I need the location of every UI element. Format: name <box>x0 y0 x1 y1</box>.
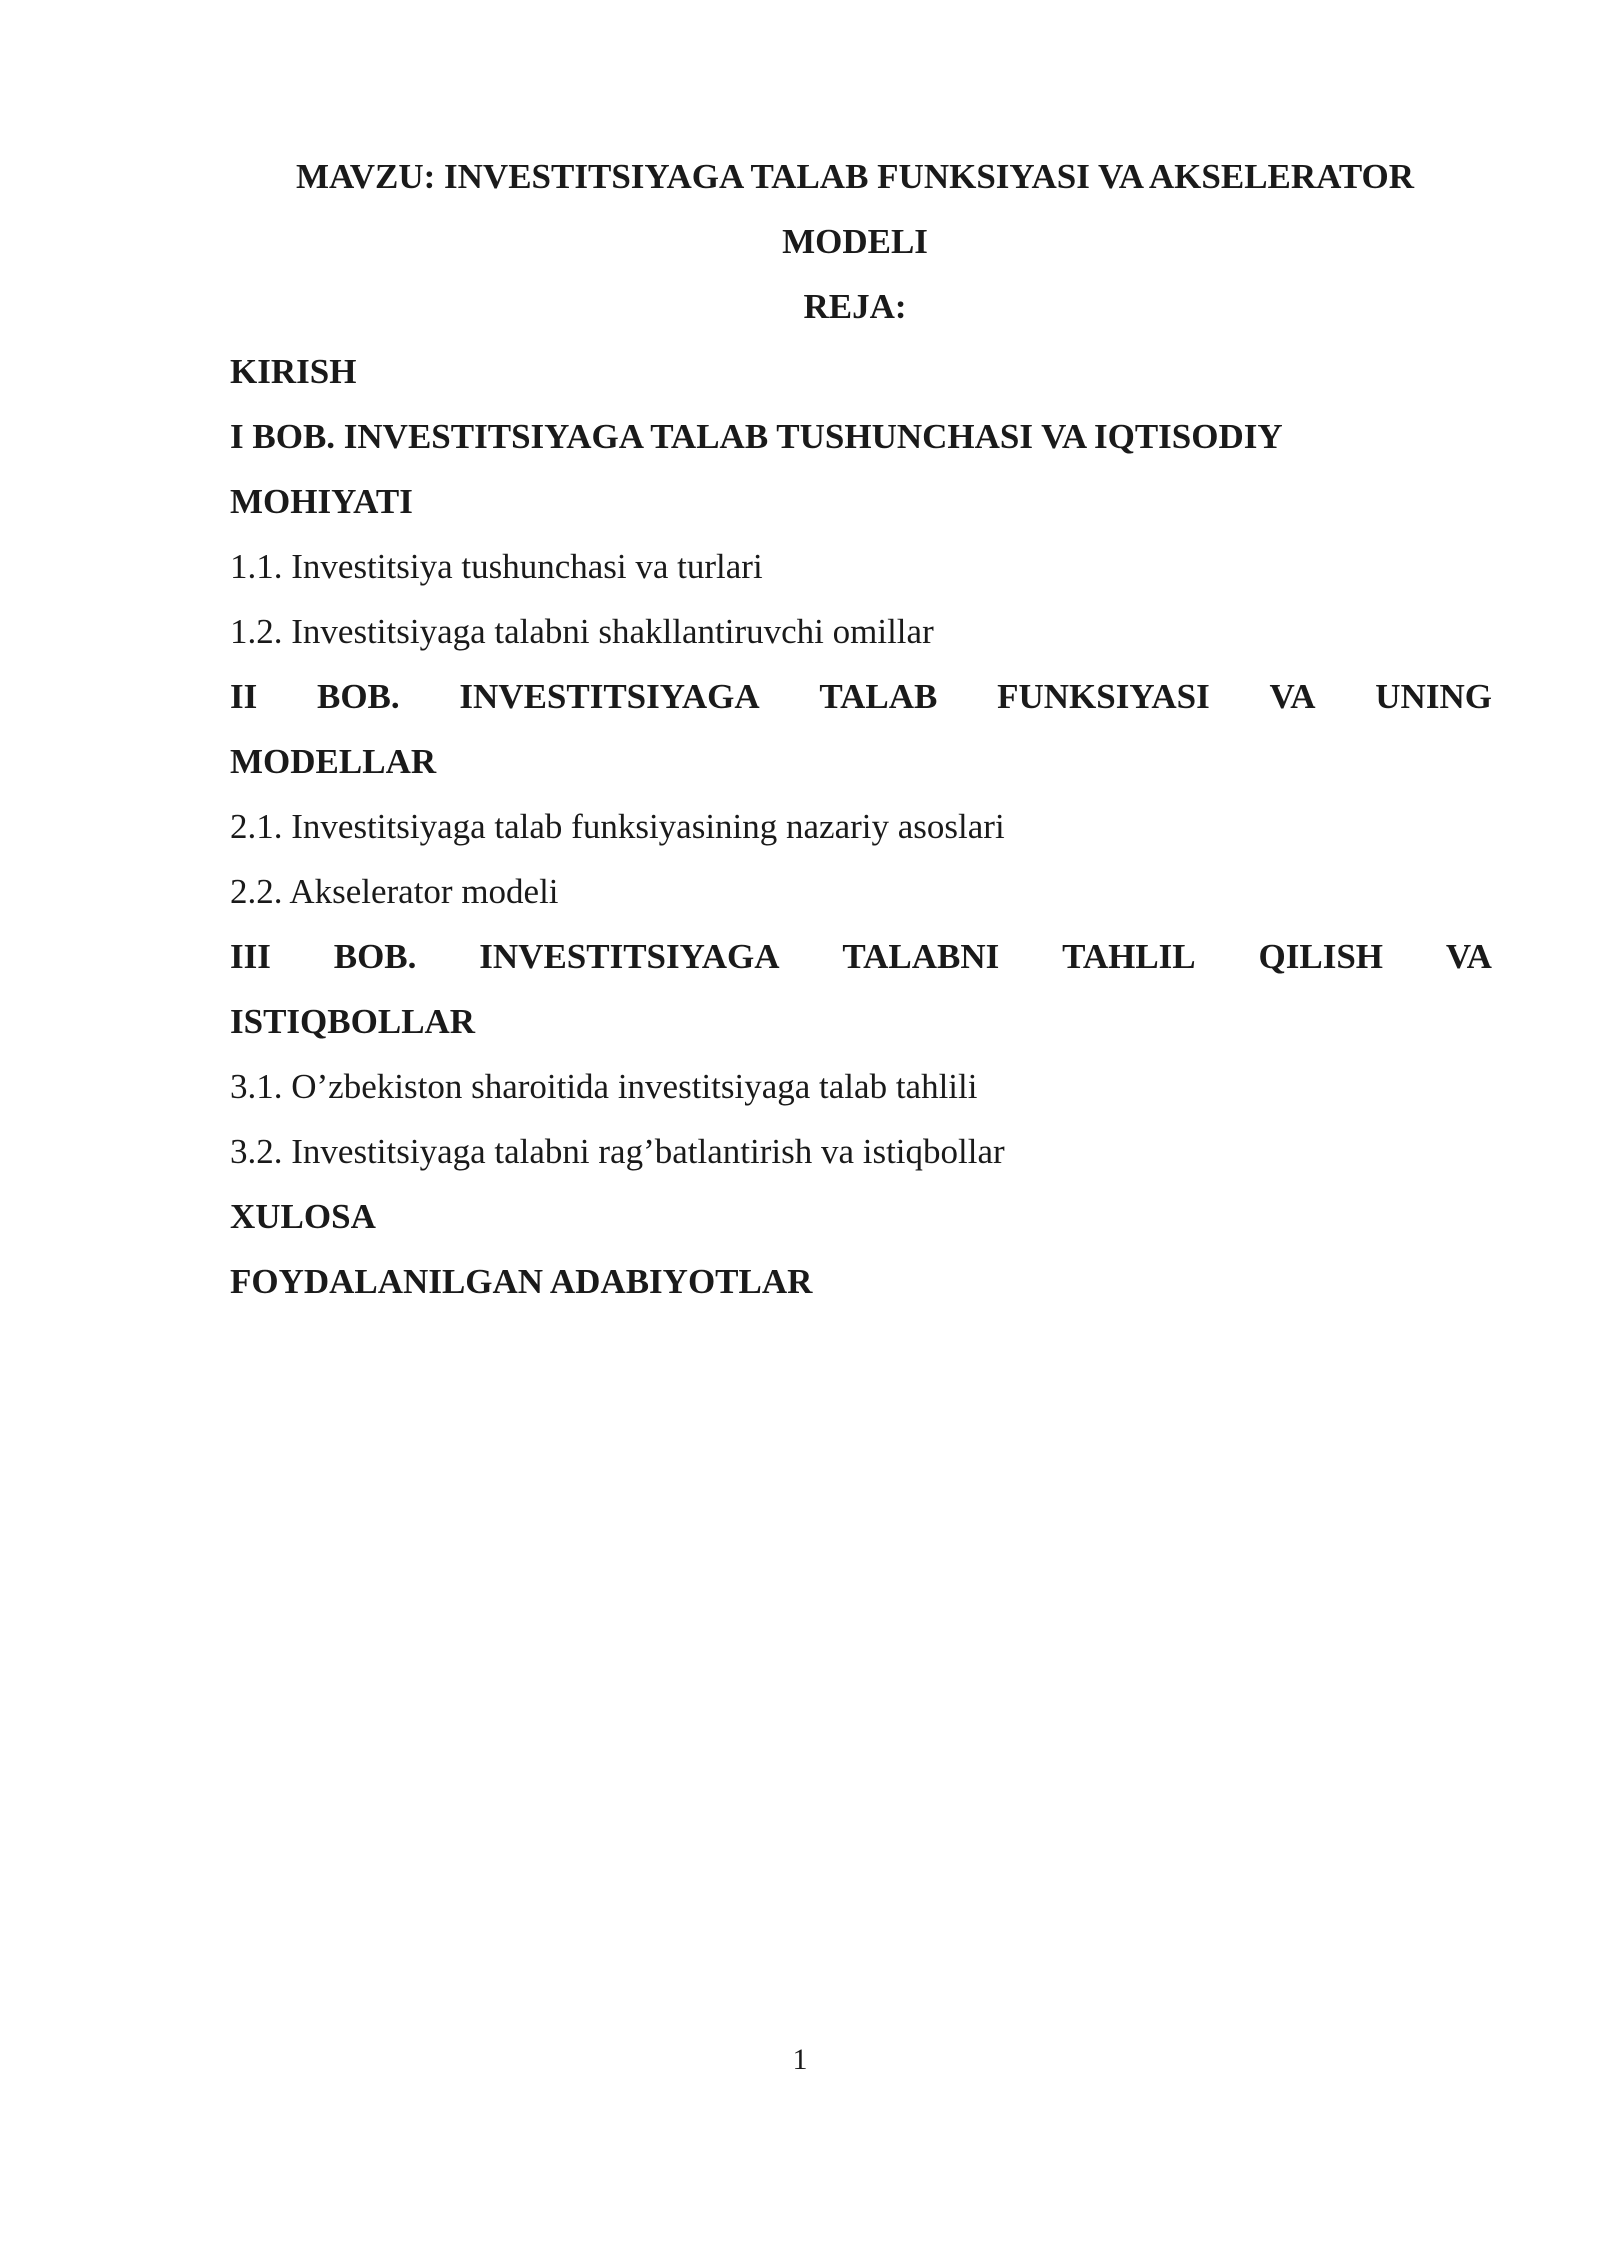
toc-references: FOYDALANILGAN ADABIYOTLAR <box>230 1262 813 1301</box>
section-2-2: 2.2. Akselerator modeli <box>230 872 559 911</box>
section-3-1: 3.1. O’zbekiston sharoitida investitsiyaga talab tahlili <box>230 1067 978 1106</box>
chapter-3-word: QILISH <box>1258 937 1384 976</box>
chapter-1-title-line-2: MOHIYATI <box>230 482 413 521</box>
toc-conclusion: XULOSA <box>230 1197 376 1236</box>
chapter-3-word: III <box>230 937 271 976</box>
page-number: 1 <box>792 2043 808 2076</box>
chapter-2-title-line-2: MODELLAR <box>230 742 437 781</box>
chapter-2-word: VA <box>1269 677 1316 716</box>
chapter-3-title-line-2: ISTIQBOLLAR <box>230 1002 476 1041</box>
toc-intro: KIRISH <box>230 352 357 391</box>
chapter-1-title-line-1: I BOB. INVESTITSIYAGA TALAB TUSHUNCHASI VA IQTISODIY <box>230 417 1283 456</box>
chapter-2-word: UNING <box>1375 677 1492 716</box>
topic-title-line-1: MAVZU: INVESTITSIYAGA TALAB FUNKSIYASI VA AKSELERATOR <box>295 157 1415 196</box>
chapter-3-word: VA <box>1445 937 1492 976</box>
chapter-2-word: INVESTITSIYAGA <box>459 677 760 716</box>
chapter-2-word: II <box>230 677 258 716</box>
document-body <box>230 144 1492 1314</box>
chapter-2-title-line-1 <box>230 664 1492 729</box>
section-1-2: 1.2. Investitsiyaga talabni shakllantiruvchi omillar <box>230 612 934 651</box>
section-2-1: 2.1. Investitsiyaga talab funksiyasining nazariy asoslari <box>230 807 1005 846</box>
chapter-3-word: INVESTITSIYAGA <box>479 937 780 976</box>
chapter-2-word: FUNKSIYASI <box>997 677 1210 716</box>
topic-title-line-2: MODELI <box>782 222 928 261</box>
chapter-3-word: BOB. <box>333 937 417 976</box>
chapter-3-word: TALABNI <box>842 937 1000 976</box>
chapter-3-title-line-1 <box>230 924 1492 989</box>
section-1-1: 1.1. Investitsiya tushunchasi va turlari <box>230 547 763 586</box>
chapter-2-word: BOB. <box>316 677 400 716</box>
section-3-2: 3.2. Investitsiyaga talabni rag’batlantirish va istiqbollar <box>230 1132 1005 1171</box>
plan-heading: REJA: <box>803 287 907 326</box>
chapter-2-word: TALAB <box>819 677 938 716</box>
chapter-3-word: TAHLIL <box>1062 937 1196 976</box>
